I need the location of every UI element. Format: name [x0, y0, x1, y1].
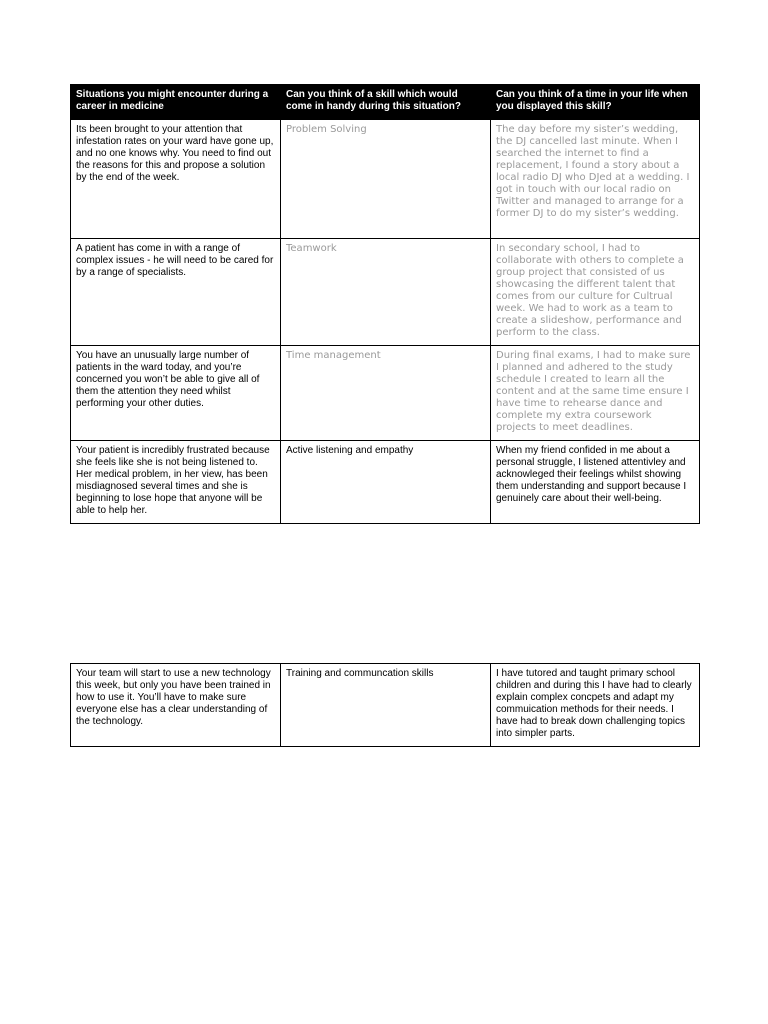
example-cell[interactable]: I have tutored and taught primary school children and during this I have had to clearly explain complex concpets and adapt my commuication methods for their needs. I have had to break down challenging topics into simpler parts. [491, 664, 700, 747]
header-time: Can you think of a time in your life when you displayed this skill? [491, 85, 700, 120]
header-skill: Can you think of a skill which would come in handy during this situation? [281, 85, 491, 120]
table-row [71, 239, 700, 346]
table-row [71, 120, 700, 239]
header-situations: Situations you might encounter during a career in medicine [71, 85, 281, 120]
table-header-row [71, 85, 700, 120]
skill-cell[interactable]: Teamwork [281, 239, 491, 346]
table-row [71, 346, 700, 441]
table-row [71, 664, 700, 747]
situation-cell: Your team will start to use a new technology this week, but only you have been trained in how to use it. You’ll have to make sure everyone else has a clear understanding of the technology. [71, 664, 281, 747]
skill-cell[interactable]: Problem Solving [281, 120, 491, 239]
skill-cell[interactable]: Time management [281, 346, 491, 441]
skills-table [70, 84, 700, 524]
situation-cell: You have an unusually large number of patients in the ward today, and you’re concerned you won’t be able to give all of them the attention they need whilst performing your other duties. [71, 346, 281, 441]
situation-cell: Your patient is incredibly frustrated because she feels like she is not being listened to. Her medical problem, in her view, has been misdiagnosed several times and she is beginning to lose hope that anyone will be able to help her. [71, 441, 281, 524]
situation-cell: A patient has come in with a range of complex issues - he will need to be cared for by a range of specialists. [71, 239, 281, 346]
skill-cell[interactable]: Active listening and empathy [281, 441, 491, 524]
example-cell[interactable]: In secondary school, I had to collaborate with others to complete a group project that consisted of us showcasing the different talent that comes from our culture for Cultrual week. We had to work as a team to create a slideshow, performance and perform to the class. [491, 239, 700, 346]
table-row [71, 441, 700, 524]
example-cell[interactable]: When my friend confided in me about a personal struggle, I listened attentivley and acknowleged their feelings whilst showing them understanding and support because I genuinely care about their well-being. [491, 441, 700, 524]
example-cell[interactable]: The day before my sister’s wedding, the DJ cancelled last minute. When I searched the internet to find a replacement, I found a story about a local radio DJ who DJed at a wedding. I got in touch with our local radio on Twitter and managed to arrange for a former DJ to do my sister’s wedding. [491, 120, 700, 239]
example-cell[interactable]: During final exams, I had to make sure I planned and adhered to the study schedule I created to learn all the content and at the same time ensure I have time to rehearse dance and complete my extra coursework projects to meet deadlines. [491, 346, 700, 441]
situation-cell: Its been brought to your attention that infestation rates on your ward have gone up, and no one knows why. You need to find out the reasons for this and propose a solution by the end of the week. [71, 120, 281, 239]
skills-table-continued [70, 663, 700, 747]
skill-cell[interactable]: Training and communcation skills [281, 664, 491, 747]
